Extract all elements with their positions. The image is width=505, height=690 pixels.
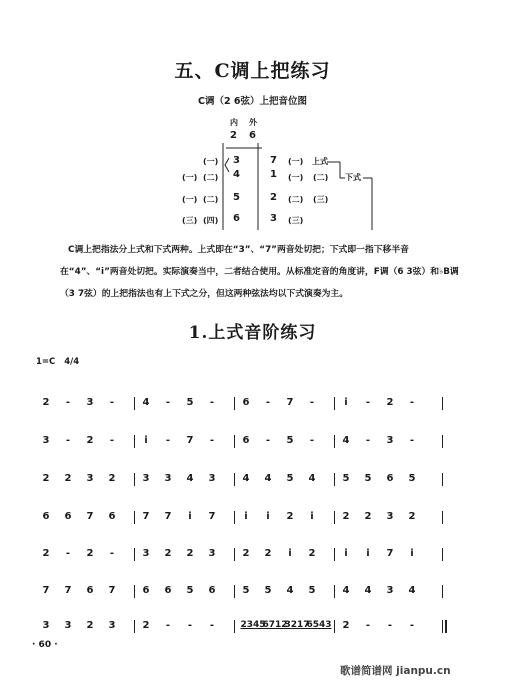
note: 2 bbox=[86, 548, 94, 559]
dash-note: - bbox=[109, 435, 115, 446]
bar-line bbox=[334, 548, 335, 561]
outer-note: 3 bbox=[270, 213, 277, 224]
note: 3 bbox=[142, 548, 150, 559]
bar-line bbox=[134, 473, 135, 486]
bar-line bbox=[134, 585, 135, 598]
note: 7 bbox=[86, 511, 94, 522]
note: 3 bbox=[164, 473, 172, 484]
note: 2 bbox=[186, 548, 194, 559]
dash-note: - bbox=[265, 397, 271, 408]
dash-note: - bbox=[409, 397, 415, 408]
dash-note: - bbox=[365, 435, 371, 446]
string-label-2: 2 bbox=[230, 130, 237, 141]
note: 2 bbox=[364, 511, 372, 522]
note: 6 bbox=[142, 585, 150, 596]
note: 5 bbox=[286, 473, 294, 484]
note: 4 bbox=[408, 585, 416, 596]
left-position: (一) bbox=[182, 195, 198, 204]
note: 7 bbox=[142, 511, 150, 522]
score-row bbox=[0, 548, 505, 578]
note: 2 bbox=[86, 435, 94, 446]
note: 3 bbox=[64, 620, 72, 631]
header-outer: 外 bbox=[249, 118, 257, 127]
section-title: 五、C调上把练习 bbox=[174, 60, 331, 82]
note: 5 bbox=[186, 397, 194, 408]
note: 6712 bbox=[262, 620, 288, 630]
score-row bbox=[0, 620, 505, 650]
right-position: (三) bbox=[288, 216, 304, 225]
bar-line bbox=[334, 511, 335, 524]
dash-note: - bbox=[165, 435, 171, 446]
note: 5 bbox=[308, 585, 316, 596]
note: 5 bbox=[264, 585, 272, 596]
note: 3217 bbox=[284, 620, 310, 630]
note: 4 bbox=[364, 585, 372, 596]
bar-line bbox=[234, 548, 235, 561]
note: 2 bbox=[164, 548, 172, 559]
inner-note: 3 bbox=[233, 155, 240, 166]
score-row bbox=[0, 435, 505, 465]
bar-line bbox=[134, 620, 135, 633]
note: 4 bbox=[242, 473, 250, 484]
note: i bbox=[344, 397, 348, 408]
note: 6 bbox=[242, 397, 250, 408]
note: 7 bbox=[108, 585, 116, 596]
right-position: (一) bbox=[288, 157, 304, 166]
note: 2 bbox=[64, 473, 72, 484]
note: 2 bbox=[42, 548, 50, 559]
note: 5 bbox=[286, 435, 294, 446]
left-position: (三) bbox=[182, 216, 198, 225]
note: i bbox=[188, 511, 192, 522]
bar-line bbox=[234, 435, 235, 448]
bar-line bbox=[134, 548, 135, 561]
inner-note: 5 bbox=[233, 192, 240, 203]
header-inner: 内 bbox=[230, 118, 238, 127]
dash-note: - bbox=[365, 620, 371, 631]
dash-note: - bbox=[365, 397, 371, 408]
note: 7 bbox=[286, 397, 294, 408]
bar-line bbox=[134, 511, 135, 524]
note: 4 bbox=[342, 585, 350, 596]
bar-line bbox=[334, 473, 335, 486]
note: 6 bbox=[386, 473, 394, 484]
upper-style-label: 上式 bbox=[312, 157, 328, 166]
watermark: 歌谱简谱网 jianpu.cn bbox=[340, 665, 451, 677]
explanation-paragraph: C调上把指法分上式和下式两种。上式即在“3”、“7”两音处切把；下式即一指下移半音在“4”、“i”两音处切把。实际演奏当中，二者结合使用。从标准定音的角度讲，F调（6 3弦）和♭B调（3 7弦）的上把指法也有上下式之分，但这两种弦法均以下式演奏为主。 bbox=[60, 245, 459, 299]
key-signature bbox=[36, 357, 79, 367]
dash-note: - bbox=[65, 435, 71, 446]
note: 2 bbox=[386, 397, 394, 408]
note: i bbox=[410, 548, 414, 559]
note: 3 bbox=[42, 620, 50, 631]
note: 5 bbox=[364, 473, 372, 484]
left-position: (一) bbox=[203, 157, 219, 166]
note: 2 bbox=[142, 620, 150, 631]
note: i bbox=[266, 511, 270, 522]
note: 4 bbox=[142, 397, 150, 408]
right-position: (三) bbox=[313, 195, 329, 204]
right-position: (二) bbox=[288, 195, 304, 204]
note: 6 bbox=[42, 511, 50, 522]
note: 2 bbox=[86, 620, 94, 631]
note: 2 bbox=[342, 511, 350, 522]
note: i bbox=[344, 548, 348, 559]
note: i bbox=[288, 548, 292, 559]
note: i bbox=[366, 548, 370, 559]
note: 4 bbox=[308, 473, 316, 484]
right-position: (一) bbox=[288, 173, 304, 182]
note: 3 bbox=[42, 435, 50, 446]
note: 4 bbox=[286, 585, 294, 596]
note: i bbox=[244, 511, 248, 522]
bar-line bbox=[442, 473, 443, 486]
dash-note: - bbox=[65, 397, 71, 408]
string-label-6: 6 bbox=[249, 130, 256, 141]
exercise-title: 1.上式音阶练习 bbox=[188, 323, 317, 343]
note: i bbox=[310, 511, 314, 522]
note: 6 bbox=[108, 511, 116, 522]
bar-line bbox=[334, 397, 335, 410]
note: 4 bbox=[342, 435, 350, 446]
dash-note: - bbox=[165, 620, 171, 631]
note: i bbox=[144, 435, 148, 446]
dash-note: - bbox=[309, 435, 315, 446]
dash-note: - bbox=[165, 397, 171, 408]
inner-note: 4 bbox=[233, 169, 240, 180]
bar-line bbox=[442, 548, 443, 561]
note: 2 bbox=[242, 548, 250, 559]
note: 7 bbox=[386, 548, 394, 559]
bar-line bbox=[234, 511, 235, 524]
note: 3 bbox=[86, 473, 94, 484]
bar-line bbox=[442, 620, 443, 633]
note: 2 bbox=[308, 548, 316, 559]
score-row bbox=[0, 473, 505, 503]
note: 3 bbox=[386, 511, 394, 522]
bar-line bbox=[442, 435, 443, 448]
bar-line bbox=[234, 473, 235, 486]
lower-style-label: 下式 bbox=[345, 173, 361, 182]
note: 2 bbox=[408, 511, 416, 522]
outer-note: 7 bbox=[270, 155, 277, 166]
note: 3 bbox=[386, 585, 394, 596]
score-row bbox=[0, 397, 505, 427]
dash-note: - bbox=[109, 548, 115, 559]
note: 5 bbox=[408, 473, 416, 484]
note: 3 bbox=[142, 473, 150, 484]
dash-note: - bbox=[387, 620, 393, 631]
note: 4 bbox=[186, 473, 194, 484]
bar-line bbox=[334, 435, 335, 448]
outer-note: 1 bbox=[270, 169, 277, 180]
note: 6 bbox=[64, 511, 72, 522]
page-number: · 60 · bbox=[32, 640, 58, 650]
bar-line bbox=[334, 620, 335, 633]
bar-line bbox=[234, 397, 235, 410]
note: 6 bbox=[86, 585, 94, 596]
score-row bbox=[0, 585, 505, 615]
note: 4 bbox=[264, 473, 272, 484]
dash-note: - bbox=[109, 397, 115, 408]
note: 2 bbox=[42, 473, 50, 484]
dash-note: - bbox=[409, 435, 415, 446]
bar-line bbox=[334, 585, 335, 598]
dash-note: - bbox=[409, 620, 415, 631]
dash-note: - bbox=[187, 620, 193, 631]
left-position: (二) bbox=[203, 195, 219, 204]
note: 2 bbox=[42, 397, 50, 408]
bar-line bbox=[234, 620, 235, 633]
key-label: 1=C bbox=[36, 357, 56, 367]
bar-line bbox=[442, 397, 443, 410]
note: 3 bbox=[86, 397, 94, 408]
dash-note: - bbox=[209, 397, 215, 408]
note: 7 bbox=[42, 585, 50, 596]
note: 2 bbox=[108, 473, 116, 484]
dash-note: - bbox=[309, 397, 315, 408]
note: 2345 bbox=[240, 620, 266, 630]
note: 7 bbox=[208, 511, 216, 522]
right-position: (二) bbox=[313, 173, 329, 182]
final-bar-line bbox=[445, 620, 447, 633]
bar-line bbox=[234, 585, 235, 598]
note: 3 bbox=[108, 620, 116, 631]
outer-note: 2 bbox=[270, 192, 277, 203]
note: 7 bbox=[64, 585, 72, 596]
note: 7 bbox=[186, 435, 194, 446]
note: 6543 bbox=[306, 620, 332, 630]
bar-line bbox=[134, 435, 135, 448]
diagram-title: C调（2 6弦）上把音位图 bbox=[198, 96, 307, 107]
note: 3 bbox=[386, 435, 394, 446]
bar-line bbox=[442, 511, 443, 524]
note: 2 bbox=[286, 511, 294, 522]
left-position: (二) bbox=[203, 173, 219, 182]
dash-note: - bbox=[209, 620, 215, 631]
bar-line bbox=[442, 585, 443, 598]
left-position: (一) bbox=[182, 173, 198, 182]
left-position: (四) bbox=[203, 216, 219, 225]
note: 6 bbox=[208, 585, 216, 596]
note: 3 bbox=[208, 473, 216, 484]
note: 6 bbox=[242, 435, 250, 446]
note: 5 bbox=[242, 585, 250, 596]
dash-note: - bbox=[265, 435, 271, 446]
time-signature: 4/4 bbox=[64, 357, 80, 367]
note: 3 bbox=[208, 548, 216, 559]
note: 2 bbox=[342, 620, 350, 631]
note: 2 bbox=[264, 548, 272, 559]
note: 5 bbox=[342, 473, 350, 484]
note: 6 bbox=[164, 585, 172, 596]
note: 5 bbox=[186, 585, 194, 596]
dash-note: - bbox=[209, 435, 215, 446]
bar-line bbox=[134, 397, 135, 410]
note: 7 bbox=[164, 511, 172, 522]
dash-note: - bbox=[65, 548, 71, 559]
score-row bbox=[0, 511, 505, 541]
inner-note: 6 bbox=[233, 213, 240, 224]
